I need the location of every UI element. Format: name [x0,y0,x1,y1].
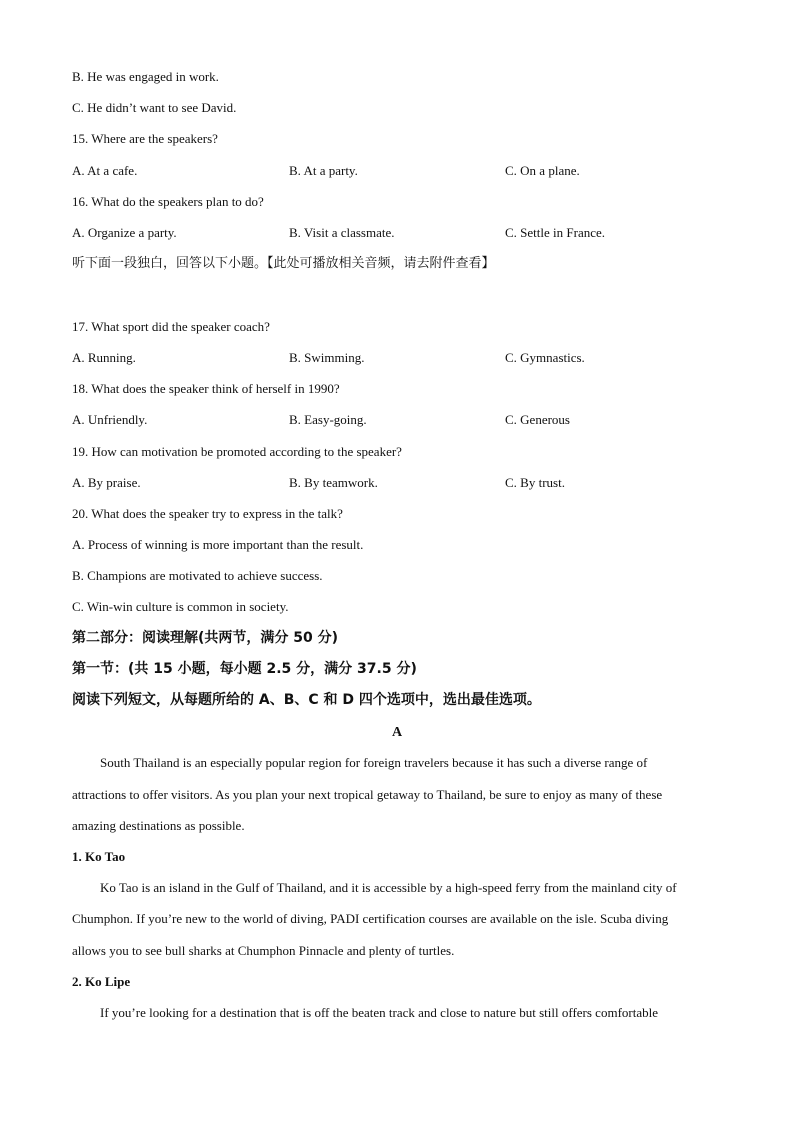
q17-question: 17. What sport did the speaker coach? [72,319,270,334]
item1-line-3: allows you to see bull sharks at Chumphon Pinnacle and plenty of turtles. [72,943,455,958]
passage-intro-line-1: South Thailand is an especially popular region for foreign travelers because it has such a diverse range of [100,755,648,770]
q19-option-b: B. By teamwork. [289,475,378,490]
q17-option-a: A. Running. [72,350,136,365]
item1-line-1: Ko Tao is an island in the Gulf of Thailand, and it is accessible by a high-speed ferry from the mainland city of [100,880,677,895]
q16-question: 16. What do the speakers plan to do? [72,194,264,209]
q19-option-c: C. By trust. [505,475,565,490]
q16-option-b: B. Visit a classmate. [289,225,395,240]
item2-title: 2. Ko Lipe [72,974,131,989]
q18-option-a: A. Unfriendly. [72,412,148,427]
passage-intro-line-2: attractions to offer visitors. As you plan your next tropical getaway to Thailand, be sure to enjoy as many of these [72,787,663,802]
item2-line-1: If you’re looking for a destination that is off the beaten track and close to nature but still offers comfortable [100,1005,658,1020]
q15-option-c: C. On a plane. [505,163,580,178]
q18-question: 18. What does the speaker think of herself in 1990? [72,381,340,396]
q20-question: 20. What does the speaker try to express in the talk? [72,506,343,521]
q19-option-a: A. By praise. [72,475,141,490]
passage-intro-line-3: amazing destinations as possible. [72,818,245,833]
q18-option-b: B. Easy-going. [289,412,367,427]
section2-heading: 第二部分：阅读理解(共两节，满分 50 分) [72,630,339,646]
item1-title: 1. Ko Tao [72,849,126,864]
q20-option-c: C. Win-win culture is common in society. [72,599,289,614]
q16-option-c: C. Settle in France. [505,225,606,240]
section2-instruction: 阅读下列短文，从每题所给的 A、B、C 和 D 四个选项中，选出最佳选项。 [72,692,541,708]
q17-option-b: B. Swimming. [289,350,365,365]
q18-option-c: C. Generous [505,412,570,427]
q20-option-a: A. Process of winning is more important than the result. [72,537,364,552]
q14-option-b: B. He was engaged in work. [72,69,219,84]
section2-subheading: 第一节：(共 15 小题，每小题 2.5 分，满分 37.5 分) [72,661,417,677]
q17-option-c: C. Gymnastics. [505,350,585,365]
q15-option-b: B. At a party. [289,163,358,178]
monologue-instruction: 听下面一段独白，回答以下小题。【此处可播放相关音频，请去附件查看】 [72,256,495,271]
q15-option-a: A. At a cafe. [72,163,138,178]
q15-question: 15. Where are the speakers? [72,131,218,146]
q20-option-b: B. Champions are motivated to achieve success. [72,568,323,583]
passage-label: A [391,725,403,740]
q14-option-c: C. He didn’t want to see David. [72,100,237,115]
q16-option-a: A. Organize a party. [72,225,177,240]
item1-line-2: Chumphon. If you’re new to the world of diving, PADI certification courses are available on the isle. Scuba diving [72,911,669,926]
q19-question: 19. How can motivation be promoted according to the speaker? [72,444,402,459]
